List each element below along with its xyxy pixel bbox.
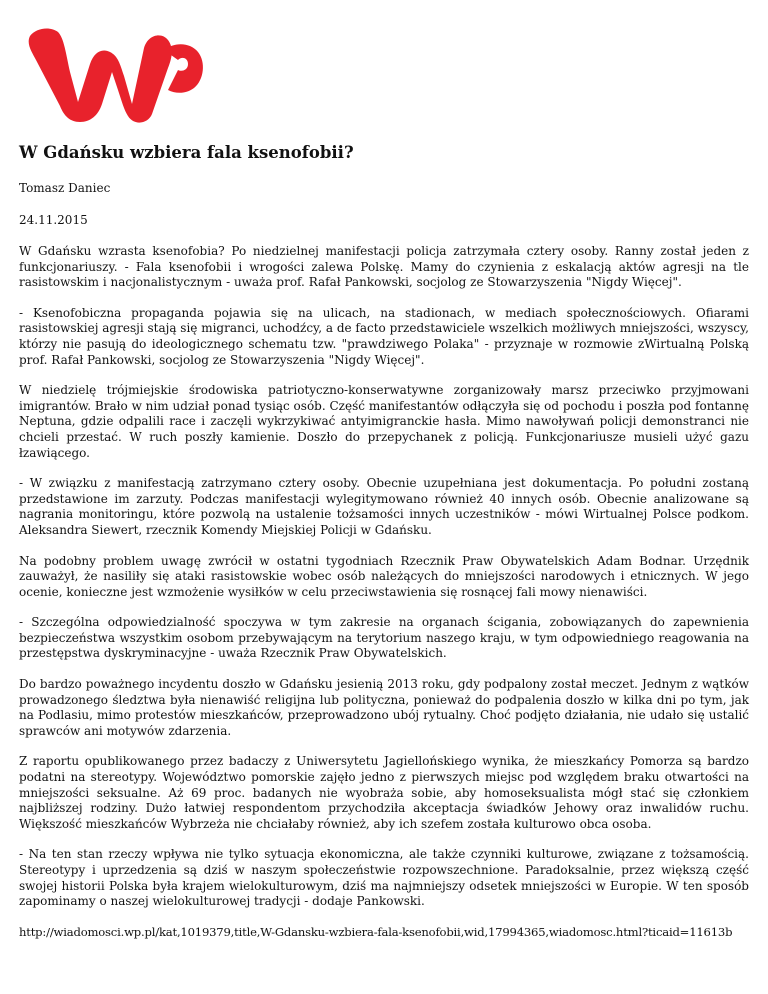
article-paragraph: W Gdańsku wzrasta ksenofobia? Po niedzielnej manifestacji policja zatrzymała cztery osoby. Ranny został jeden z funkcjonariuszy. - Fala ksenofobii i wrogości zalewa Polskę. Mamy do czynienia z eskalacją aktów agresji na tle rasistowskim i nacjonalistycznym - uważa prof. Rafał Pankowski, socjolog ze Stowarzyszenia "Nigdy Więcej". bbox=[19, 244, 749, 290]
article-paragraph: - Na ten stan rzeczy wpływa nie tylko sytuacja ekonomiczna, ale także czynniki kulturowe, związane z tożsamością. Stereotypy i uprzedzenia są dziś w naszym społeczeństwie rozpowszechnione. Paradoksalnie, przez większą część swojej historii Polska była krajem wielokulturowym, dziś ma najmniejszy odsetek mniejszości w Europie. W ten sposób zapominamy o naszej wielokulturowej tradycji - dodaje Pankowski. bbox=[19, 847, 749, 909]
article-paragraph: - Szczególna odpowiedzialność spoczywa w tym zakresie na organach ścigania, zobowiązanych do zapewnienia bezpieczeństwa wszystkim osobom przebywającym na terytorium naszego kraju, w tym odpowiedniego reagowania na przestępstwa dyskryminacyjne - uważa Rzecznik Praw Obywatelskich. bbox=[19, 615, 749, 661]
article-paragraph: - W związku z manifestacją zatrzymano cztery osoby. Obecnie uzupełniana jest dokumentacja. Po południ zostaną przedstawione im zarzuty. Podczas manifestacji wylegitymowano również 40 innych osób. Obecnie analizowane są nagrania monitoringu, które pozwolą na ustalenie tożsamości innych uczestników - mówi Wirtualnej Polsce podkom. Aleksandra Siewert, rzecznik Komendy Miejskiej Policji w Gdańsku. bbox=[19, 476, 749, 537]
article-paragraph: Na podobny problem uwagę zwrócił w ostatni tygodniach Rzecznik Praw Obywatelskich Adam Bodnar. Urzędnik zauważył, że nasiliły się ataki rasistowskie wobec osób należących do mniejszości narodowych i etnicznych. W jego ocenie, konieczne jest wzmożenie wysiłków w celu przeciwstawienia się rosnącej fali mowy nienawiści. bbox=[19, 553, 749, 599]
article-paragraph: - Ksenofobiczna propaganda pojawia się na ulicach, na stadionach, w mediach społecznościowych. Ofiarami rasistowskiej agresji stają się migranci, uchodźcy, a de facto przedstawiciele wszelkich możliwych mniejszości, wszyscy, którzy nie pasują do ideologicznego schematu tzw. "prawdziwego Polaka" - przyznaje w rozmowie zWirtualną Polską prof. Rafał Pankowski, socjolog ze Stowarzyszenia "Nigdy Więcej". bbox=[19, 305, 749, 367]
article-author: Tomasz Daniec bbox=[19, 181, 111, 195]
wp-logo-icon bbox=[28, 24, 206, 124]
article-paragraph: Z raportu opublikowanego przez badaczy z Uniwersytetu Jagiellońskiego wynika, że mieszkańcy Pomorza są bardzo podatni na stereotypy. Województwo pomorskie zajęło jedno z pierwszych miejsc pod względem braku otwartości na mniejszości seksualne. Aż 69 proc. badanych nie wyobraża sobie, aby homoseksualista mógł stać się członkiem najbliższej rodziny. Dużo łatwiej respondentom przychodziła akceptacja świadków Jehowy oraz inwalidów ruchu. Większość mieszkańców Wybrzeża nie chciałaby również, aby ich szefem została kulturowo obca osoba. bbox=[19, 754, 749, 831]
article-title: W Gdańsku wzbiera fala ksenofobii? bbox=[19, 143, 354, 162]
source-url: http://wiadomosci.wp.pl/kat,1019379,title,W-Gdansku-wzbiera-fala-ksenofobii,wid,17994365,wiadomosc.html?ticaid=11613b bbox=[19, 924, 733, 939]
article-paragraph: Do bardzo poważnego incydentu doszło w Gdańsku jesienią 2013 roku, gdy podpalony został meczet. Jednym z wątków prowadzonego śledztwa była nienawiść religijna lub polityczna, ponieważ do podpalenia doszło w kilka dni po tym, jak na Podlasiu, mimo protestów mieszkańców, przeprowadzono ubój rytualny. Choć podjęto działania, nie udało się ustalić sprawców ani motywów zdarzenia. bbox=[19, 677, 749, 738]
article bbox=[19, 142, 749, 940]
article-paragraph: W niedzielę trójmiejskie środowiska patriotyczno-konserwatywne zorganizowały marsz przeciwko przyjmowani imigrantów. Brało w nim udział ponad tysiąc osób. Część manifestantów odłączyła się od pochodu i poszła pod fontannę Neptuna, gdzie odpalili race i zaczęli wykrzykiwać antyimigranckie hasła. Mimo nawoływań policji demonstranci nie chcieli przestać. W ruch poszły kamienie. Doszło do przepychanek z policją. Funkcjonariusze musieli użyć gazu łzawiącego. bbox=[19, 383, 749, 460]
article-date: 24.11.2015 bbox=[19, 213, 88, 227]
